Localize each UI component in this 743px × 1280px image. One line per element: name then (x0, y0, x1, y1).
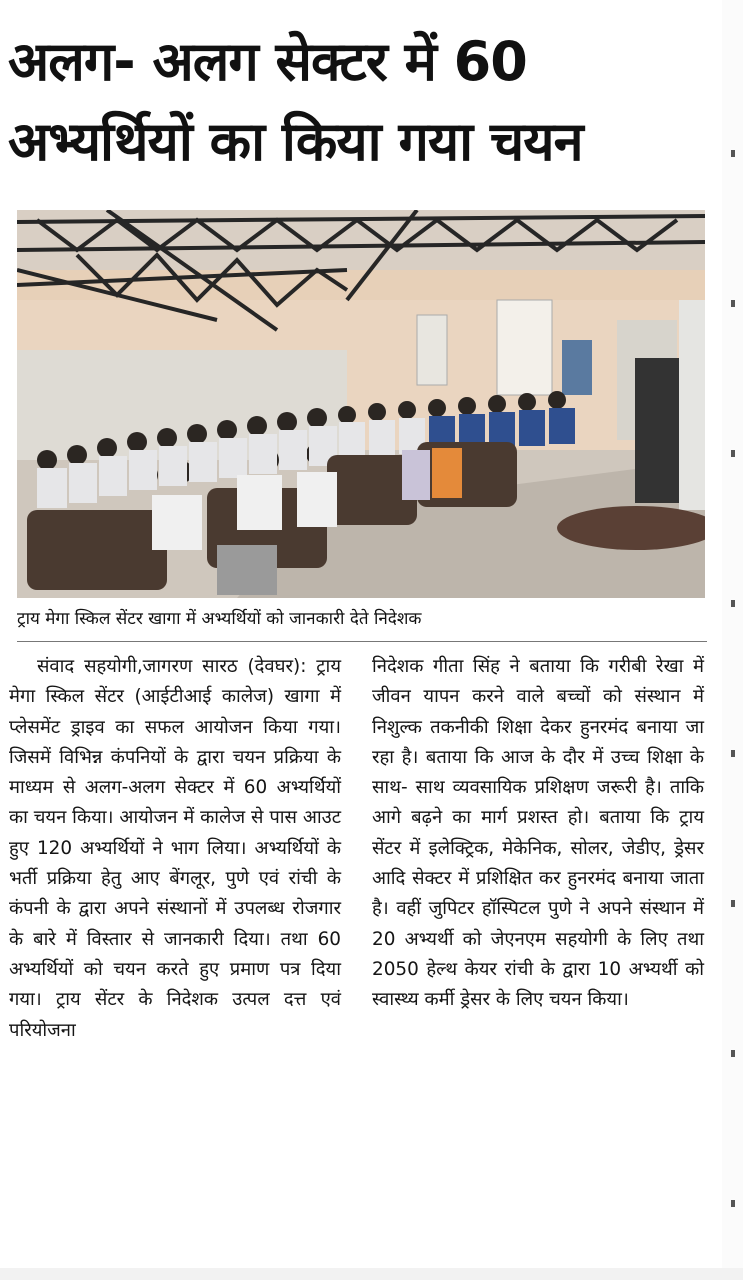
article-column-left: संवाद सहयोगी,जागरण सारठ (देवघर): ट्राय मेगा स्किल सेंटर (आईटीआई कालेज) खागा में प्लेसमेंट ड्राइव का सफल आयोजन किया गया। जिसमें विभिन्न कंपनियों के द्वारा चयन प्रक्रिया के माध्यम से अलग-अलग सेक्टर में 60 अभ्यर्थियों का चयन किया। आयोजन में कालेज से पास आउट हुए 120 अभ्यर्थियों ने भाग लिया। अभ्यर्थियों के भर्ती प्रक्रिया हेतु आए बेंगलूर, पुणे एवं रांची के कंपनी के द्वारा अपने संस्थानों में उपलब्ध रोजगार के बारे में विस्तार से जानकारी दिया। तथा 60 अभ्यर्थियों को चयन करते हुए प्रमाण पत्र दिया गया। ट्राय सेंटर के निदेशक उत्पल दत्त एवं परियोजना (9, 656, 341, 1041)
page-bottom-edge (0, 1268, 743, 1280)
hall-event-photo (17, 210, 705, 598)
article-column-right: निदेशक गीता सिंह ने बताया कि गरीबी रेखा में जीवन यापन करने वाले बच्चों को संस्थान में निशुल्क तकनीकी शिक्षा देकर हुनरमंद बनाया जा रहा है। बताया कि आज के दौर में उच्च शिक्षा के साथ- साथ व्यवसायिक प्रशिक्षण जरूरी है। ताकि आगे बढ़ने का मार्ग प्रशस्त हो। बताया कि ट्राय सेंटर में इलेक्ट्रिक, मेकेनिक, सोलर, जेडीए, ड्रेसर आदि सेक्टर में प्रशिक्षित कर हुनरमंद बनाया जाता है। वहीं जुपिटर हॉस्पिटल पुणे ने अपने संस्थान में 20 अभ्यर्थी को जेएनएम सहयोगी के लिए तथा 2050 हेल्थ केयर रांची के द्वारा 10 अभ्यर्थी को स्वास्थ्य कर्मी ड्रेसर के लिए चयन किया। (372, 656, 704, 1011)
article-photo (17, 210, 705, 598)
headline-line-1: अलग- अलग सेक्टर में 60 (8, 30, 527, 93)
photo-caption: ट्राय मेगा स्किल सेंटर खागा में अभ्यर्थियों को जानकारी देते निदेशक (17, 609, 422, 629)
headline-line-2: अभ्यर्थियों का किया गया चयन (8, 110, 583, 173)
article-headline (8, 22, 698, 182)
caption-divider (17, 641, 707, 642)
adjacent-column-edge (722, 0, 743, 1280)
